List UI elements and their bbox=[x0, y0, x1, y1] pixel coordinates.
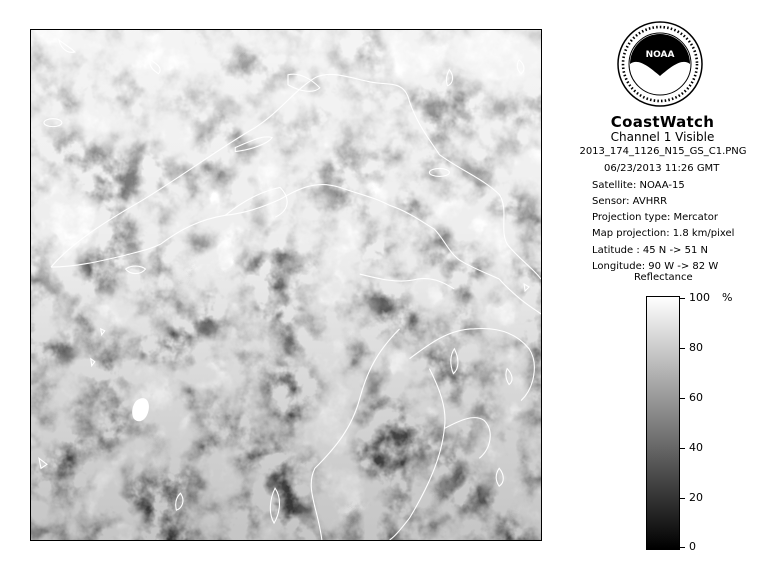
colorbar-tick-label: 100 bbox=[689, 291, 710, 304]
cloud-imagery bbox=[31, 30, 541, 540]
colorbar-tick bbox=[680, 398, 685, 399]
colorbar-tick bbox=[680, 448, 685, 449]
colorbar-tick bbox=[680, 547, 685, 548]
colorbar-tick bbox=[680, 348, 685, 349]
reflectance-colorbar bbox=[646, 296, 680, 550]
colorbar-tick-label: 80 bbox=[689, 341, 703, 354]
satellite-image-map[interactable] bbox=[30, 29, 542, 541]
legend-unit: % bbox=[722, 291, 733, 304]
logo-text: NOAA bbox=[645, 50, 675, 60]
map-projection-label: Map projection: 1.8 km/pixel bbox=[592, 228, 735, 239]
file-name: 2013_174_1126_N15_GS_C1.PNG bbox=[579, 146, 747, 157]
datetime-label: 06/23/2013 11:26 GMT bbox=[604, 163, 720, 174]
latitude-label: Latitude : 45 N -> 51 N bbox=[592, 245, 708, 256]
channel-label: Channel 1 Visible bbox=[610, 130, 715, 144]
noaa-logo bbox=[616, 20, 704, 108]
colorbar-tick-label: 20 bbox=[689, 491, 703, 504]
legend-title: Reflectance bbox=[634, 272, 693, 283]
brand-title: CoastWatch bbox=[610, 113, 715, 131]
longitude-label: Longitude: 90 W -> 82 W bbox=[592, 261, 719, 272]
colorbar-tick-label: 60 bbox=[689, 391, 703, 404]
colorbar-tick bbox=[680, 298, 685, 299]
colorbar-tick-label: 40 bbox=[689, 441, 703, 454]
sensor-label: Sensor: AVHRR bbox=[592, 196, 668, 207]
colorbar-tick-label: 0 bbox=[689, 540, 696, 553]
colorbar-tick bbox=[680, 498, 685, 499]
projection-type-label: Projection type: Mercator bbox=[592, 212, 718, 223]
satellite-label: Satellite: NOAA-15 bbox=[592, 180, 685, 191]
